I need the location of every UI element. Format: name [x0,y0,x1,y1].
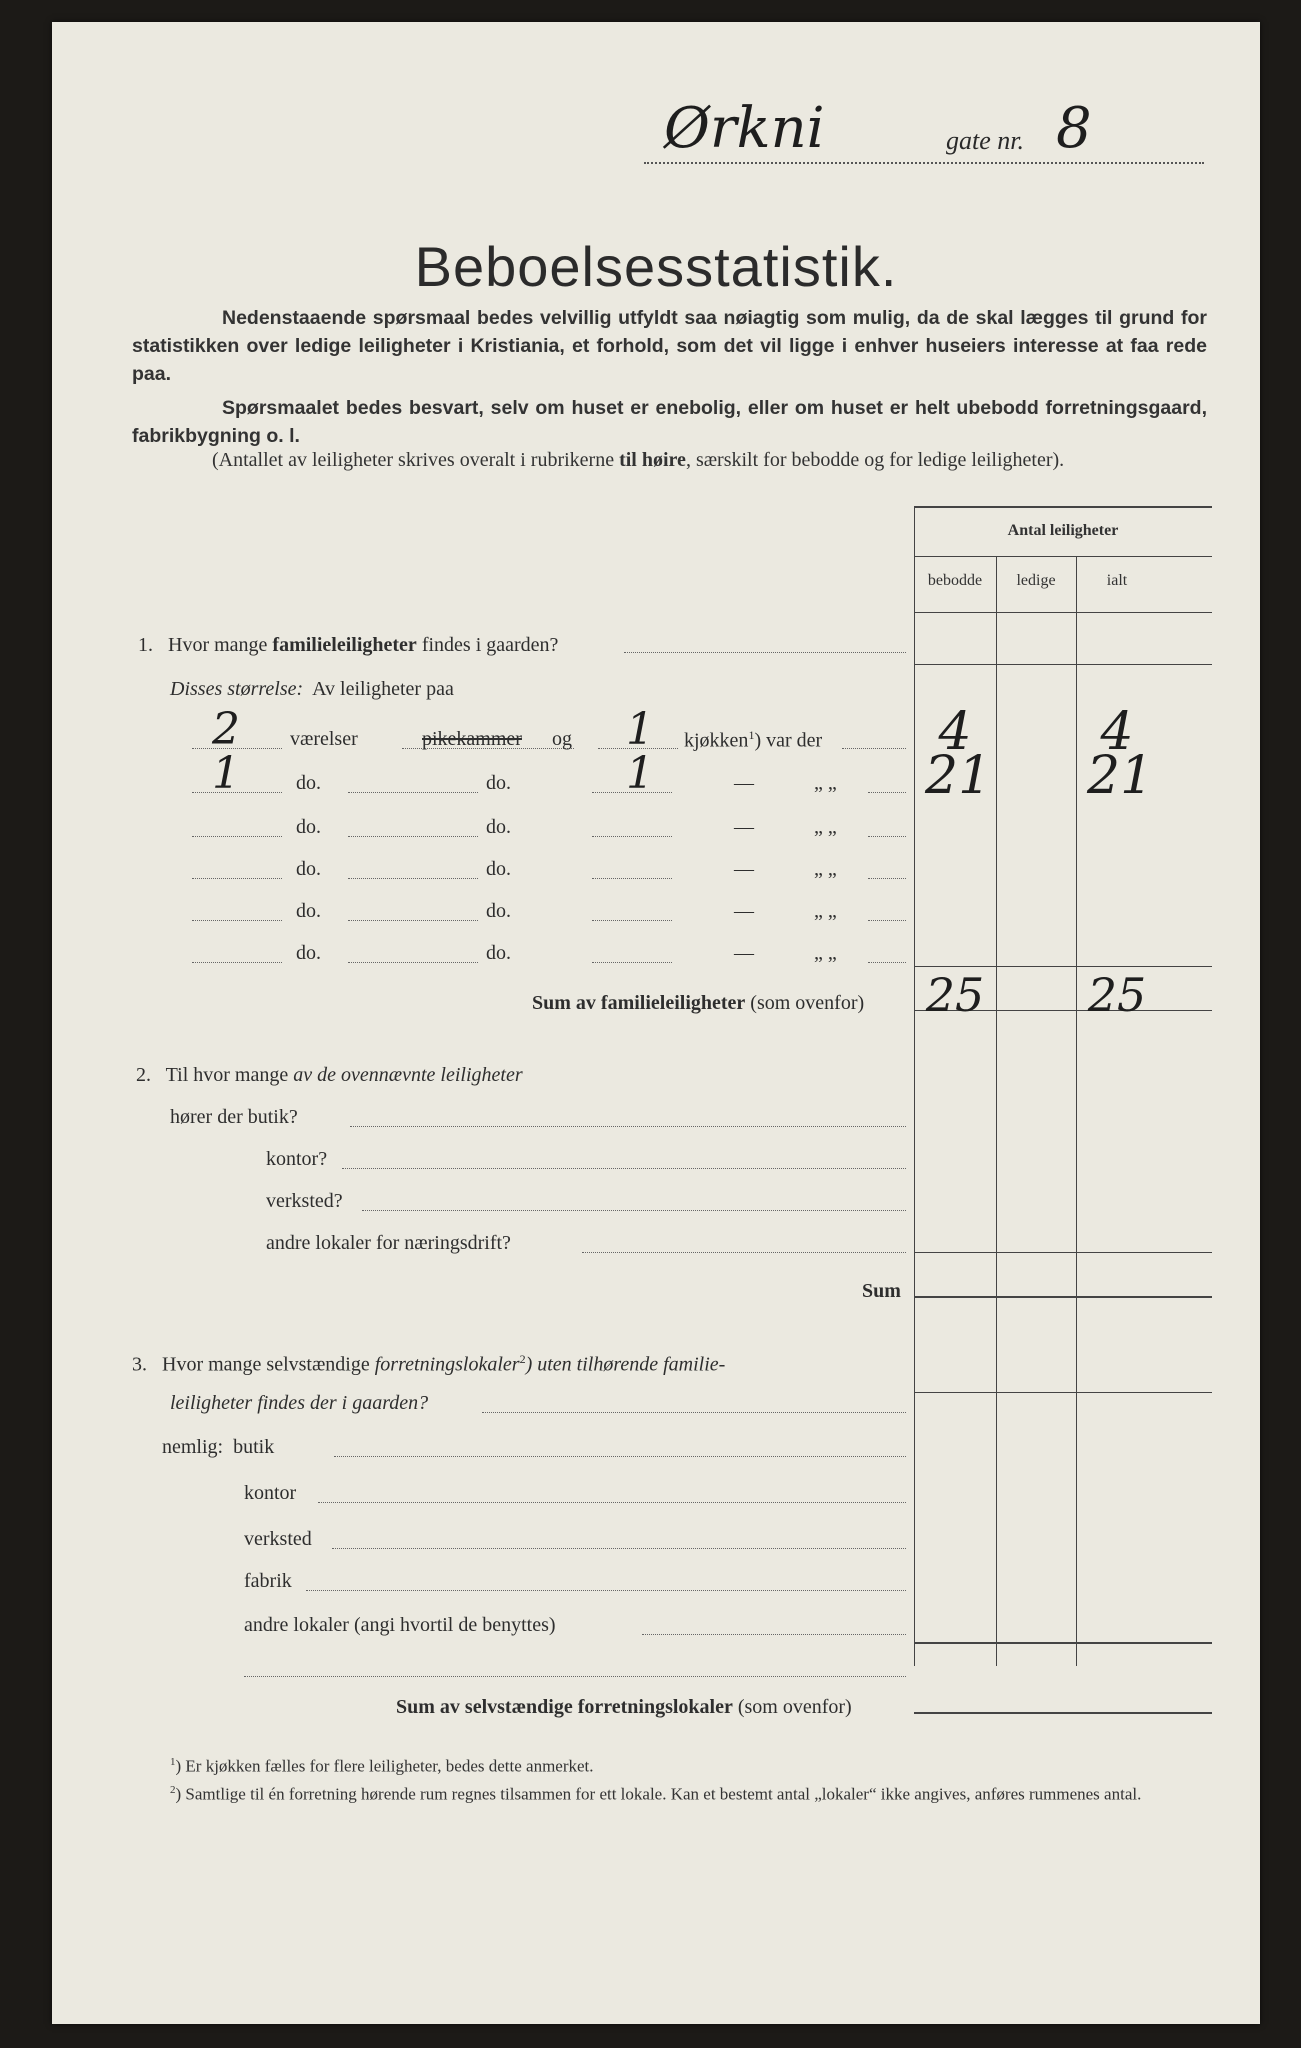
q1-row-kitchen-line [592,962,672,963]
q1-kitchen-text: kjøkken [684,729,749,752]
q1-row-dash: — [734,942,754,964]
q1-row-bebodde-value: 4 [938,702,972,762]
footnote-1 [170,1750,1210,1779]
table-header-rule [914,556,1212,557]
q1-row-pikekammer: pikekammer [422,728,522,750]
q1-kitchen-sup: 1 [748,728,755,742]
intro-p3-bold: til høire [619,449,686,471]
q3-text-italic2: ) uten tilhørende familie- [525,1353,726,1376]
q1-row-pikekammer-line [402,748,574,749]
q3-sum-post: (som ovenfor) [732,1696,852,1718]
q1-row-do-1: do. [296,900,321,922]
table-rule-f [914,1296,1212,1298]
table-rule-h [914,1642,1212,1644]
q3-butik: butik [233,1436,275,1458]
q3-fabrik: fabrik [244,1570,292,1592]
q2-kontor: kontor? [266,1148,328,1170]
q2-verksted-dots [362,1210,906,1211]
table-top-rule [914,506,1212,508]
q3-sum [396,1696,852,1719]
q1-row-mid-line [348,962,478,963]
table-rule-g [914,1392,1212,1393]
table-bottom-rule [914,1712,1212,1714]
q1-row-dash: — [734,772,754,794]
table-left-rule [914,506,915,1666]
q1-row-ditto: „ „ [814,816,837,838]
q1-row-ialt-value: 21 [1087,746,1154,806]
q1-row-og: og [552,728,572,750]
q1-leader-dots [624,652,906,653]
q3-text-italic1: forretningslokaler [374,1353,520,1376]
q1-row-leader [868,792,906,793]
q2-text-italic: av de ovennævnte leiligheter [293,1064,523,1086]
q1-row-rooms-line [192,878,282,879]
q1-row-leader [868,878,906,879]
q2-andre-dots [582,1252,906,1253]
q2-text-pre: Til hvor mange [165,1064,294,1086]
q3-text-pre: Hvor mange selvstændige [162,1353,375,1376]
col-ialt: ialt [1106,572,1128,589]
q1-row-rooms-line [192,836,282,837]
form-title: Beboelsesstatistik. [414,235,898,298]
q1-row-rooms-value: 1 [212,748,240,799]
q1-row-do-1: do. [296,858,321,880]
q1-row-ialt-value: 4 [1100,702,1134,762]
col-bebodde: bebodde [927,572,983,589]
q1-row-do-2: do. [486,942,511,964]
q1-row-do-1: do. [296,816,321,838]
footnote-2-mark: 2 [170,1784,176,1796]
q2-kontor-dots [342,1168,906,1169]
q2-butik: hører der butik? [170,1106,298,1128]
footnote-2 [170,1778,1210,1807]
q1-row-mid-line [348,878,478,879]
q3-number: 3. [132,1353,147,1376]
q1-sum-post: (som ovenfor) [745,992,865,1014]
q1-row-rooms-value: 2 [212,704,240,755]
q3-kontor: kontor [244,1482,297,1504]
q3-text [132,1352,725,1377]
table-rule-b [914,664,1212,665]
table-rule-a [914,612,1212,613]
q1-row-rooms-line [192,962,282,963]
q3-sup: 2 [519,1352,526,1366]
q1-text [138,634,558,657]
q1-size-label: Disses størrelse: [170,678,304,700]
q1-row-dash: — [734,858,754,880]
q1-row-kitchen-line [592,836,672,837]
q1-text-bold: familieleiligheter [272,634,417,656]
street-underline [644,162,1204,164]
q1-row-leader [868,836,906,837]
q1-row-bebodde-value: 21 [925,746,992,806]
q1-sum-bebodde: 25 [925,968,985,1022]
q1-number: 1. [138,634,153,656]
q1-row-kitchen-value: 1 [626,704,654,755]
q3-line2-text: leiligheter findes der i gaarden? [170,1392,429,1414]
census-form [52,22,1260,2024]
q3-andre-dots [642,1634,906,1635]
q1-row-leader [868,962,906,963]
q1-row-kitchen-label [684,728,822,753]
q1-row-mid-line [348,792,478,793]
col-ledige: ledige [1016,572,1056,589]
q1-row-leader [868,920,906,921]
q1-size-line [170,678,454,701]
table-header: Antal leiligheter [1007,522,1119,539]
gate-label: gate nr. [946,126,1024,155]
q1-row-kitchen-line [592,878,672,879]
intro-p3-pre: (Antallet av leiligheter skrives overalt i rubrikerne [212,449,620,471]
q1-row-do-2: do. [486,900,511,922]
q3-nemlig-label: nemlig: [162,1436,224,1458]
q3-andre: andre lokaler (angi hvortil de benyttes) [244,1614,556,1636]
intro-p3-post: , særskilt for bebodde og for ledige leiligheter). [685,449,1065,471]
intro-p2: Spørsmaalet bedes besvart, selv om huset er enebolig, eller om huset er helt ubebodd forretningsgaard, fabrikbygning o. l. [132,397,1207,447]
street-number: 8 [1056,96,1092,161]
q1-row-do-1: do. [296,772,321,794]
q1-row-ditto: „ „ [814,858,837,880]
q3-fabrik-dots [306,1590,906,1591]
intro-p3 [132,446,1207,474]
q3-line2 [170,1392,428,1415]
q1-row-ditto: „ „ [814,772,837,794]
q1-sum-ialt: 25 [1087,968,1147,1022]
intro-p1: Nedenstaaende spørsmaal bedes velvillig utfyldt saa nøiagtig som mulig, da de skal lægges til grund for statistikken over ledige leiligheter i Kristiania, et forhold, som det vil ligge i enhver huseiers interesse at faa rede paa. [132,307,1207,385]
q1-row-ditto: „ „ [814,900,837,922]
q3-verksted: verksted [244,1528,312,1550]
q1-row-rooms-label: værelser [290,728,358,750]
table-col-rule-1 [996,556,997,1666]
table-col-rule-2 [1076,556,1077,1666]
q1-row-leader [842,748,906,749]
q1-row-do-1: do. [296,942,321,964]
q3-nemlig [162,1436,274,1459]
q1-sum [532,992,864,1015]
intro-text [132,304,1207,450]
q1-sum-bold: Sum av familieleiligheter [532,992,746,1014]
q2-number: 2. [136,1064,151,1086]
footnote-1-mark: 1 [170,1756,176,1768]
q2-andre: andre lokaler for næringsdrift? [266,1232,511,1254]
q1-text-post: findes i gaarden? [416,634,559,656]
q1-text-pre: Hvor mange [168,634,273,656]
q3-verksted-dots [332,1548,906,1549]
q1-row-kitchen-line [592,920,672,921]
q1-row-do-2: do. [486,816,511,838]
q1-row-mid-line [348,920,478,921]
q1-row-dash: — [734,816,754,838]
q1-size-text: Av leiligheter paa [312,678,454,700]
q3-sum-bold: Sum av selvstændige forretningslokaler [396,1696,733,1718]
table-rule-e [914,1252,1212,1253]
street-name: Ørkni [664,96,825,161]
q2-verksted: verksted? [266,1190,343,1212]
q1-row-dash: — [734,900,754,922]
q2-text [136,1064,523,1087]
q1-row-kitchen-value: 1 [626,748,654,799]
q1-row-mid-line [348,836,478,837]
street-address [644,96,1204,166]
q2-sum [862,1280,901,1303]
q3-kontor-dots [318,1502,906,1503]
q3-line2-dots [482,1412,906,1413]
q2-sum-label: Sum [862,1280,901,1302]
q1-row-rooms-line [192,920,282,921]
q2-butik-dots [350,1126,906,1127]
footnote-2-text: ) Samtlige til én forretning hørende rum regnes tilsammen for ett lokale. Kan et bestemt antal „lokaler“ ikke angives, anføres rummenes antal. [175,1784,1142,1804]
q3-blank-line [244,1676,906,1677]
q1-row-do-2: do. [486,858,511,880]
q3-butik-dots [334,1456,906,1457]
q1-var-der: ) var der [754,729,823,752]
footnote-1-text: ) Er kjøkken fælles for flere leiligheter, bedes dette anmerket. [175,1756,594,1776]
q1-row-ditto: „ „ [814,942,837,964]
table-rule-c [914,966,1212,967]
q1-row-do-2: do. [486,772,511,794]
